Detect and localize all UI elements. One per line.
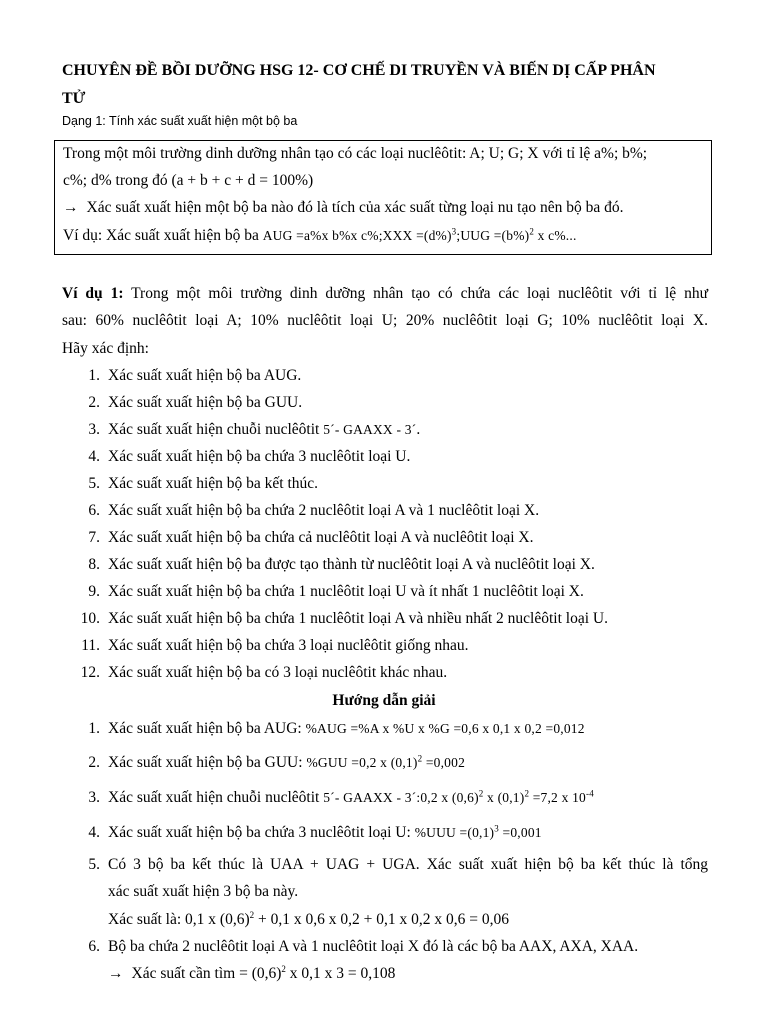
rule-box xyxy=(54,140,712,255)
eq-part: 5´- GAAXX - 3´:0,2 x (0,6) xyxy=(323,790,479,805)
document-title-line1: CHUYÊN ĐỀ BỒI DƯỠNG HSG 12- CƠ CHẾ DI TRUYỀN VÀ BIẾN DỊ CẤP PHÂN xyxy=(62,62,656,79)
eq-part: ;UUG =(b%) xyxy=(456,228,530,243)
list-item: Bộ ba chứa 2 nuclêôtit loại A và 1 nuclêôtit loại X đó là các bộ ba AAX, AXA, XAA. xyxy=(108,938,639,955)
example-label: Ví dụ 1: xyxy=(62,285,124,302)
eq-part: =0,001 xyxy=(498,825,542,840)
eq-part: Xác suất là: 0,1 x (0,6) xyxy=(108,911,250,928)
eq-part: + 0,1 x 0,6 x 0,2 + 0,1 x 0,2 x 0,6 = 0,06 xyxy=(254,911,509,928)
list-item xyxy=(108,421,420,439)
list-item-text: Xác suất xuất hiện bộ ba chứa 3 nuclêôtit loại U: xyxy=(108,824,411,841)
list-item-number: 2. xyxy=(88,754,100,771)
list-item-number: 6. xyxy=(88,502,100,519)
rule-example-line xyxy=(63,227,577,245)
solution-equation xyxy=(306,755,465,770)
list-item-number: 8. xyxy=(88,556,100,573)
list-item-number: 5. xyxy=(88,856,100,873)
list-item xyxy=(108,720,585,738)
list-item: Xác suất xuất hiện bộ ba AUG. xyxy=(108,367,302,384)
list-item: Xác suất xuất hiện bộ ba GUU. xyxy=(108,394,303,411)
rule-line1: Trong một môi trường dinh dưỡng nhân tạo có các loại nuclêôtit: A; U; G; X với tỉ lệ a%; b%; xyxy=(63,145,648,162)
list-item: Có 3 bộ ba kết thúc là UAA + UAG + UGA. Xác suất xuất hiện bộ ba kết thúc là tổng xyxy=(108,856,708,873)
rule-line3-text: Xác suất xuất hiện một bộ ba nào đó là tích của xác suất từng loại nu tạo nên bộ ba đó. xyxy=(86,199,624,216)
list-item: Xác suất xuất hiện bộ ba được tạo thành từ nuclêôtit loại A và nuclêôtit loại X. xyxy=(108,556,595,573)
list-item: Xác suất xuất hiện bộ ba chứa 3 nuclêôtit loại U. xyxy=(108,448,411,465)
solution-equation xyxy=(323,790,594,805)
list-item-number: 10. xyxy=(80,610,100,627)
rule-line2: c%; d% trong đó (a + b + c + d = 100%) xyxy=(63,172,314,189)
eq-exponent: 2 xyxy=(249,909,255,920)
list-item-number: 7. xyxy=(88,529,100,546)
eq-part: =7,2 x 10 xyxy=(529,790,587,805)
example-line1-text: Trong một môi trường dinh dưỡng nhân tạo có chứa các loại nuclêôtit với tỉ lệ như xyxy=(131,285,708,302)
list-item-tail: . xyxy=(416,421,421,438)
eq-part: x 0,1 x 3 = 0,108 xyxy=(285,965,396,982)
document-title-line2: TỬ xyxy=(62,90,86,107)
rule-line3 xyxy=(63,199,623,217)
list-item-text: Xác suất xuất hiện bộ ba AUG: xyxy=(108,720,302,737)
arrow-icon: → xyxy=(63,199,79,216)
list-item: Xác suất xuất hiện bộ ba kết thúc. xyxy=(108,475,319,492)
eq-part: %GUU =0,2 x (0,1) xyxy=(306,755,418,770)
example-line1 xyxy=(62,285,708,303)
list-item: Xác suất xuất hiện bộ ba chứa 1 nuclêôtit loại A và nhiều nhất 2 nuclêôtit loại U. xyxy=(108,610,608,627)
list-item-number: 3. xyxy=(88,789,100,806)
eq-exponent: 2 xyxy=(417,753,423,764)
list-item-text: Xác suất xuất hiện chuỗi nuclêôtit xyxy=(108,421,320,438)
list-item-number: 3. xyxy=(88,421,100,438)
eq-part: %UUU =(0,1) xyxy=(414,825,495,840)
list-item-number: 4. xyxy=(88,824,100,841)
sequence-equation: 5´- GAAXX - 3´ xyxy=(323,422,417,437)
eq-exponent: -4 xyxy=(586,788,594,799)
list-item-continuation: xác suất xuất hiện 3 bộ ba này. xyxy=(108,883,299,900)
list-item xyxy=(108,824,542,842)
eq-exponent: 2 xyxy=(524,788,530,799)
list-item-number: 5. xyxy=(88,475,100,492)
rule-example-label: Ví dụ: Xác suất xuất hiện bộ ba xyxy=(63,227,259,244)
eq-exponent: 2 xyxy=(281,963,286,974)
list-item-number: 6. xyxy=(88,938,100,955)
solution-heading: Hướng dẫn giải xyxy=(332,692,436,709)
eq-exponent: 2 xyxy=(478,788,484,799)
list-item-continuation xyxy=(108,911,509,929)
list-item: Xác suất xuất hiện bộ ba chứa 3 loại nuclêôtit giống nhau. xyxy=(108,637,469,654)
eq-part: x c%... xyxy=(534,228,577,243)
example-line3: Hãy xác định: xyxy=(62,340,149,357)
rule-example-equation xyxy=(263,228,577,243)
list-item-number: 4. xyxy=(88,448,100,465)
list-item-number: 11. xyxy=(81,637,100,654)
list-item: Xác suất xuất hiện bộ ba chứa 2 nuclêôtit loại A và 1 nuclêôtit loại X. xyxy=(108,502,540,519)
eq-part: =0,002 xyxy=(422,755,466,770)
eq-exponent: 3 xyxy=(494,823,499,834)
arrow-icon: → xyxy=(108,965,124,982)
eq-part: AUG =a%x b%x c%;XXX =(d%) xyxy=(262,228,452,243)
list-item-number: 1. xyxy=(88,720,100,737)
eq-exponent: 3 xyxy=(451,226,457,237)
eq-exponent: 2 xyxy=(529,226,535,237)
eq-part: x (0,1) xyxy=(483,790,525,805)
list-item-number: 9. xyxy=(88,583,100,600)
list-item-number: 12. xyxy=(80,664,100,681)
section-subtitle: Dạng 1: Tính xác suất xuất hiện một bộ ba xyxy=(62,114,298,128)
list-item xyxy=(108,789,594,807)
list-item xyxy=(108,754,465,772)
list-item: Xác suất xuất hiện bộ ba có 3 loại nuclêôtit khác nhau. xyxy=(108,664,448,681)
solution-equation: %AUG =%A x %U x %G =0,6 x 0,1 x 0,2 =0,012 xyxy=(305,721,585,736)
list-item-continuation xyxy=(108,965,395,983)
list-item: Xác suất xuất hiện bộ ba chứa 1 nuclêôtit loại U và ít nhất 1 nuclêôtit loại X. xyxy=(108,583,584,600)
list-item-text: Xác suất xuất hiện chuỗi nuclêôtit xyxy=(108,789,320,806)
list-item: Xác suất xuất hiện bộ ba chứa cả nuclêôtit loại A và nuclêôtit loại X. xyxy=(108,529,534,546)
list-item-number: 2. xyxy=(88,394,100,411)
example-line2: sau: 60% nuclêôtit loại A; 10% nuclêôtit loại U; 20% nuclêôtit loại G; 10% nuclêôtit loại X. xyxy=(62,312,708,329)
list-item-number: 1. xyxy=(88,367,100,384)
list-item-text: Xác suất xuất hiện bộ ba GUU: xyxy=(108,754,303,771)
eq-part: Xác suất cần tìm = (0,6) xyxy=(131,965,282,982)
solution-equation xyxy=(415,825,542,840)
